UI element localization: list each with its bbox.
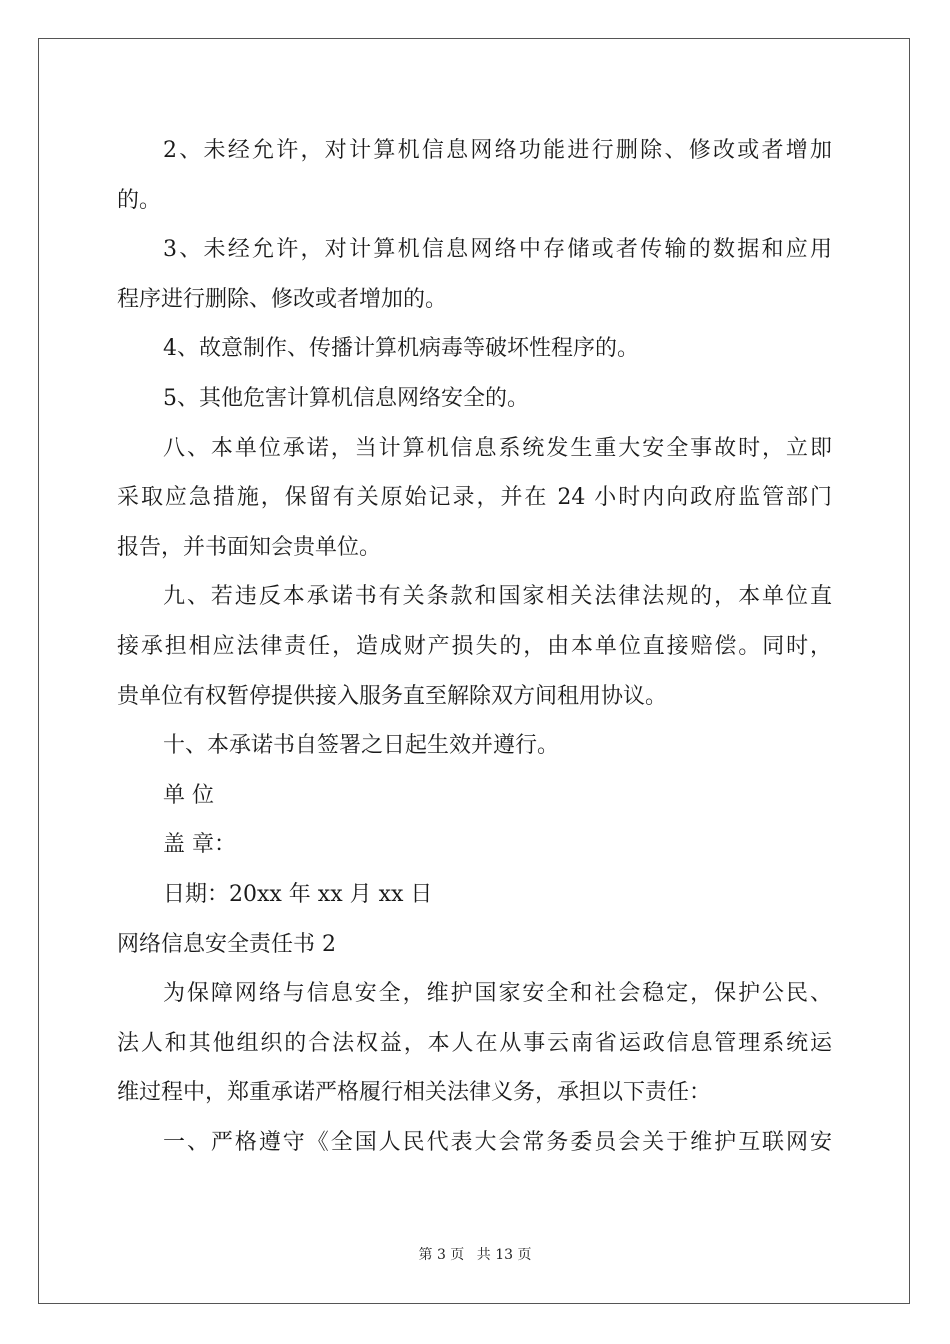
paragraph-line: 程序进行删除、修改或者增加的。 (117, 286, 448, 312)
signature-date: 日期：20xx 年 xx 月 xx 日 (163, 881, 433, 907)
signature-seal-label: 盖 章： (163, 832, 236, 858)
paragraph-line: 为保障网络与信息安全，维护国家安全和社会稳定，保护公民、 (163, 981, 832, 1007)
paragraph-line: 八、本单位承诺，当计算机信息系统发生重大安全事故时，立即 (163, 435, 832, 461)
signature-unit-label: 单 位 (163, 782, 214, 808)
paragraph-line: 5、其他危害计算机信息网络安全的。 (163, 385, 529, 411)
paragraph-line: 2、未经允许，对计算机信息网络功能进行删除、修改或者增加 (163, 138, 832, 163)
paragraph-line: 贵单位有权暂停提供接入服务直至解除双方间租用协议。 (117, 683, 668, 709)
page-total: 共 13 页 (476, 1247, 532, 1263)
paragraph-line: 维过程中，郑重承诺严格履行相关法律义务，承担以下责任： (117, 1080, 712, 1106)
paragraph-line: 一、严格遵守《全国人民代表大会常务委员会关于维护互联网安 (163, 1129, 832, 1155)
page-footer (0, 1244, 950, 1264)
paragraph-line: 九、若违反本承诺书有关条款和国家相关法律法规的，本单位直 (163, 584, 832, 610)
paragraph-line: 采取应急措施，保留有关原始记录，并在 24 小时内向政府监管部门 (117, 485, 832, 511)
paragraph-line: 的。 (117, 187, 162, 213)
document-body (117, 126, 832, 1167)
section-title: 网络信息安全责任书 2 (117, 931, 336, 957)
paragraph-line: 报告，并书面知会贵单位。 (117, 534, 382, 560)
paragraph-line: 接承担相应法律责任，造成财产损失的，由本单位直接赔偿。同时， (117, 633, 832, 659)
paragraph-line: 3、未经允许，对计算机信息网络中存储或者传输的数据和应用 (163, 237, 832, 263)
paragraph-line: 4、故意制作、传播计算机病毒等破坏性程序的。 (163, 336, 639, 362)
paragraph-line: 十、本承诺书自签署之日起生效并遵行。 (163, 733, 560, 759)
page-number: 第 3 页 (418, 1247, 465, 1263)
paragraph-line: 法人和其他组织的合法权益，本人在从事云南省运政信息管理系统运 (117, 1030, 832, 1056)
